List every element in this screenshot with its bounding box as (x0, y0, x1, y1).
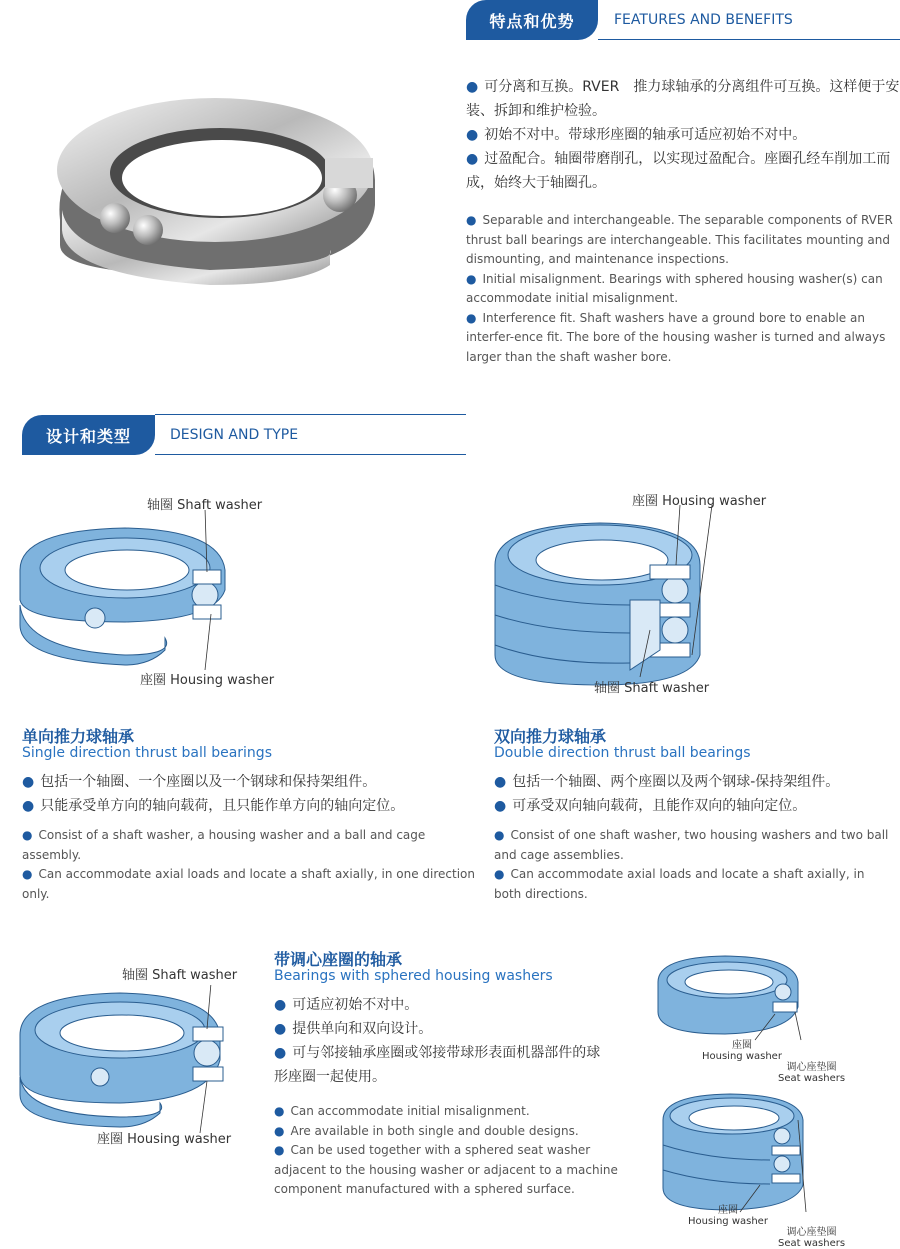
single-housing-washer-label: 座圈 Housing washer (140, 673, 275, 688)
small-bottom-housing-label: 座圈 Housing washer (688, 1205, 768, 1227)
single-bearing-diagram (15, 510, 245, 670)
features-header-line (598, 39, 900, 40)
sphered-housing-washer-label: 座圈 Housing washer (97, 1132, 232, 1147)
double-zh-item: ● 包括一个轴圈、两个座圈以及两个钢球-保持架组件。 (494, 774, 840, 790)
features-en-item: ● Initial misalignment. Bearings with sphered housing washer(s) can accommodate initial misalignment. (466, 271, 883, 305)
sphered-en-list (274, 1102, 619, 1200)
double-title-en: Double direction thrust ball bearings (494, 745, 751, 761)
single-shaft-washer-label: 轴圈 Shaft washer (147, 498, 263, 513)
single-en-list (22, 826, 477, 904)
sphered-single-small-diagram (655, 952, 805, 1042)
features-heading-pill (466, 0, 598, 40)
sphered-en-item: ● Can be used together with a sphered seat washer adjacent to the housing washer or adjacent to a machine component manufactured with a sphered surface. (274, 1143, 618, 1196)
single-zh-item: ● 包括一个轴圈、一个座圈以及一个钢球和保持架组件。 (22, 774, 377, 790)
sphered-bearing-diagram (15, 985, 230, 1135)
single-title-zh: 单向推力球轴承 (22, 727, 135, 746)
features-en-list (466, 211, 900, 367)
sphered-double-small-diagram (660, 1090, 810, 1215)
features-en-item: ● Interference fit. Shaft washers have a ground bore to enable an interfer-ence fit. The bore of the housing washer is turned and always larger than the shaft washer bore. (466, 310, 886, 364)
features-en-item: ● Separable and interchangeable. The separable components of RVER thrust ball bearings are interchangeable. This facilitates mounting and dismounting, and maintenance inspections. (466, 213, 893, 266)
features-heading-en: FEATURES AND BENEFITS (614, 12, 793, 28)
double-en-list (494, 826, 894, 904)
sphered-title-en: Bearings with sphered housing washers (274, 968, 553, 984)
small-top-housing-label: 座圈 Housing washer (702, 1040, 782, 1062)
sphered-title-zh: 带调心座圈的轴承 (274, 950, 403, 969)
double-en-item: ● Consist of one shaft washer, two housing washers and two ball and cage assemblies. (494, 828, 889, 862)
single-zh-list (22, 770, 472, 818)
single-title-en: Single direction thrust ball bearings (22, 745, 272, 761)
steel-bearing-photo (40, 70, 390, 290)
design-heading-zh: 设计和类型 (45, 426, 131, 446)
design-header-line-bottom (155, 454, 466, 455)
double-zh-item: ● 可承受双向轴向载荷，且能作双向的轴向定位。 (494, 798, 807, 814)
sphered-en-item: ● Can accommodate initial misalignment. (274, 1104, 530, 1118)
sphered-shaft-washer-label: 轴圈 Shaft washer (122, 968, 238, 983)
double-shaft-washer-label: 轴圈 Shaft washer (594, 681, 710, 696)
small-bottom-seat-label: 调心座垫圈 Seat washers (778, 1227, 846, 1249)
sphered-en-item: ● Are available in both single and double designs. (274, 1123, 579, 1138)
double-bearing-diagram (490, 505, 720, 690)
double-zh-list (494, 770, 894, 818)
sphered-zh-item: ● 可适应初始不对中。 (274, 997, 419, 1013)
single-en-item: ● Consist of a shaft washer, a housing washer and a ball and cage assembly. (22, 828, 426, 862)
features-zh-item: ● 可分离和互换。RVER 推力球轴承的分离组件可互换。这样便于安装、拆卸和维护检验。 (466, 79, 900, 119)
sphered-zh-item: ● 提供单向和双向设计。 (274, 1021, 433, 1037)
sphered-zh-list (274, 993, 604, 1089)
single-zh-item: ● 只能承受单方向的轴向载荷，且只能作单方向的轴向定位。 (22, 798, 405, 814)
features-zh-list (466, 75, 900, 195)
double-en-item: ● Can accommodate axial loads and locate a shaft axially, in both directions. (494, 867, 865, 901)
double-housing-washer-label: 座圈 Housing washer (632, 494, 767, 509)
features-heading-zh: 特点和优势 (489, 11, 575, 31)
double-title-zh: 双向推力球轴承 (494, 727, 607, 746)
design-header-line-top (155, 414, 466, 415)
design-heading-en: DESIGN AND TYPE (170, 427, 299, 443)
single-en-item: ● Can accommodate axial loads and locate a shaft axially, in one direction only. (22, 867, 475, 901)
sphered-zh-item: ● 可与邻接轴承座圈或邻接带球形表面机器部件的球形座圈一起使用。 (274, 1045, 601, 1085)
design-heading-pill (22, 415, 155, 455)
features-zh-item: ● 初始不对中。带球形座圈的轴承可适应初始不对中。 (466, 127, 807, 143)
features-zh-item: ● 过盈配合。轴圈带磨削孔，以实现过盈配合。座圈孔经车削加工而成，始终大于轴圈孔。 (466, 151, 891, 191)
small-top-seat-label: 调心座垫圈 Seat washers (778, 1062, 846, 1084)
